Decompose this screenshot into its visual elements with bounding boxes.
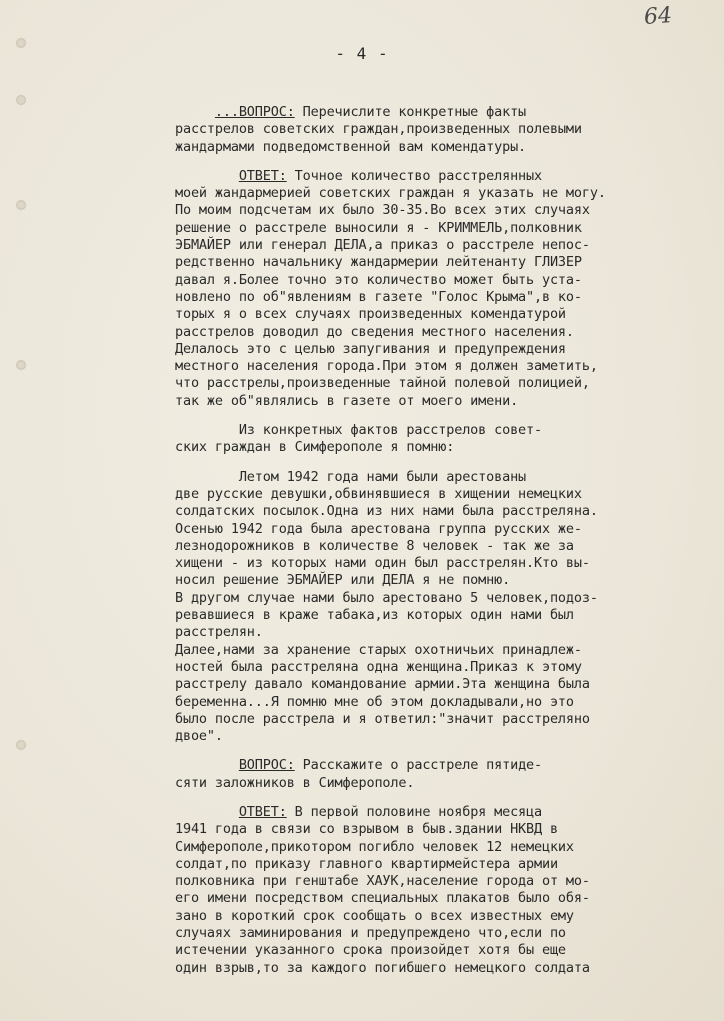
text-line (175, 607, 715, 624)
line-text: двое". (175, 728, 223, 745)
line-text: расстрелов советских граждан,произведенных полевыми (175, 121, 582, 138)
text-line (175, 590, 715, 607)
paragraph (175, 168, 715, 410)
text-line (175, 821, 715, 838)
text-line (175, 393, 715, 410)
binder-hole (16, 360, 26, 370)
text-line (175, 538, 715, 555)
document-body (175, 104, 715, 989)
paragraph (175, 804, 715, 977)
text-line (175, 694, 715, 711)
text-line (175, 676, 715, 693)
question-answer-label: ОТВЕТ: (238, 167, 287, 184)
line-text: зано в короткий срок сообщать о всех известных ему (175, 907, 574, 924)
text-line (175, 804, 715, 821)
line-text: Осенью 1942 года была арестована группа русских же- (175, 520, 582, 537)
line-text: солдатских посылок.Одна из них нами была расстреляна. (175, 503, 598, 520)
text-line (175, 728, 715, 745)
text-line (175, 254, 715, 271)
text-line (175, 942, 715, 959)
line-text: случаях заминирования и предупреждено что,если по (175, 925, 566, 942)
line-text: давал я.Более точно это количество может быть уста- (175, 271, 582, 288)
line-text: две русские девушки,обвинявшиеся в хищении немецких (175, 485, 582, 502)
line-text: жандармами подведомственной вам комендатуры. (175, 138, 527, 155)
question-answer-label: ВОПРОС: (238, 757, 295, 774)
line-text: истечении указанного срока произойдет хотя бы еще (175, 942, 566, 959)
text-line (175, 272, 715, 289)
paragraph (175, 104, 715, 156)
text-line (175, 624, 715, 641)
line-text: так же об"являлись в газете от моего имени. (175, 392, 519, 409)
line-text: ЭБМАЙЕР или генерал ДЕЛА,а приказ о расстреле непос- (175, 237, 590, 254)
text-line (175, 908, 715, 925)
text-line (175, 711, 715, 728)
binder-hole (16, 95, 26, 105)
line-text: В другом случае нами было арестовано 5 человек,подоз- (175, 589, 598, 606)
question-answer-label: ОТВЕТ: (238, 803, 287, 820)
line-text: Перечислите конкретные факты (294, 104, 527, 120)
text-line (175, 422, 715, 439)
line-text: полковника при генштабе ХАУК,население города от мо- (175, 873, 590, 890)
line-text: ностей была расстреляна одна женщина.Приказ к этому (175, 658, 582, 675)
text-line (175, 237, 715, 254)
text-line (175, 839, 715, 856)
text-line (175, 890, 715, 907)
page-number: - 4 - (335, 44, 389, 63)
text-line (175, 168, 715, 185)
text-line (175, 185, 715, 202)
line-text: расстрелу давало командование армии.Эта женщина была (175, 676, 590, 693)
line-text: Из конкретных фактов расстрелов совет- (238, 422, 542, 439)
line-text: местного населения города.При этом я должен заметить, (175, 358, 598, 375)
line-text: Делалось это с целью запугивания и предупреждения (175, 340, 566, 357)
text-line (175, 486, 715, 503)
line-text: солдат,по приказу главного квартирмейстера армии (175, 855, 558, 872)
text-line (175, 439, 715, 456)
question-answer-label: ...ВОПРОС: (214, 104, 295, 120)
line-text: расстрелян. (175, 624, 263, 641)
line-text: лезнодорожников в количестве 8 человек - так же за (175, 537, 574, 554)
line-text: Летом 1942 года нами были арестованы (238, 468, 527, 485)
line-text: Расскажите о расстреле пятиде- (294, 757, 542, 774)
text-line (175, 375, 715, 392)
text-line (175, 121, 715, 138)
line-text: один взрыв,то за каждого погибшего немецкого солдата (175, 959, 590, 976)
line-text: расстрелов доводил до сведения местного населения. (175, 323, 574, 340)
text-line (175, 960, 715, 977)
line-text: хищени - из которых нами один был расстрелян.Кто вы- (175, 555, 590, 572)
text-line (175, 757, 715, 774)
line-text: беременна...Я помню мне об этом докладывали,но это (175, 693, 574, 710)
line-text: редственно начальнику жандармерии лейтенанту ГЛИЗЕР (175, 254, 582, 271)
text-line (175, 659, 715, 676)
line-text: моей жандармерией советских граждан я указать не могу. (175, 185, 606, 202)
line-text: его имени посредством специальных плакатов было обя- (175, 890, 590, 907)
line-text: Далее,нами за хранение старых охотничьих принадлеж- (175, 641, 582, 658)
text-line (175, 289, 715, 306)
text-line (175, 925, 715, 942)
archive-page-number: 64 (643, 3, 673, 30)
line-text: Точное количество расстрелянных (286, 167, 542, 184)
line-text: новлено по об"явлениям в газете "Голос Крыма",в ко- (175, 288, 582, 305)
paragraph (175, 469, 715, 746)
binder-hole (16, 200, 26, 210)
binder-hole (16, 740, 26, 750)
text-line (175, 341, 715, 358)
line-text: По моим подсчетам их было 30-35.Во всех этих случаях (175, 202, 590, 219)
paragraph (175, 757, 715, 792)
text-line (175, 775, 715, 792)
line-text: носил решение ЭБМАЙЕР или ДЕЛА я не помню. (175, 572, 511, 589)
line-text: решение о расстреле выносили я - КРИММЕЛЬ,полковник (175, 219, 582, 236)
line-text: 1941 года в связи со взрывом в быв.здании НКВД в (175, 821, 558, 838)
text-line (175, 104, 715, 121)
text-line (175, 572, 715, 589)
line-text: торых я о всех случаях произведенных комендатурой (175, 306, 566, 323)
text-line (175, 306, 715, 323)
text-line (175, 220, 715, 237)
text-line (175, 469, 715, 486)
text-line (175, 873, 715, 890)
line-text: ских граждан в Симферополе я помню: (175, 439, 455, 456)
text-line (175, 642, 715, 659)
text-line (175, 358, 715, 375)
text-line (175, 503, 715, 520)
text-line (175, 555, 715, 572)
line-text: было после расстрела и я ответил:"значит расстреляно (175, 710, 590, 727)
text-line (175, 202, 715, 219)
text-line (175, 139, 715, 156)
text-line (175, 324, 715, 341)
text-line (175, 856, 715, 873)
paragraph (175, 422, 715, 457)
text-line (175, 521, 715, 538)
line-text: Симферополе,прикотором погибло человек 12 немецких (175, 838, 574, 855)
line-text: сяти заложников в Симферополе. (175, 774, 415, 791)
line-text: В первой половине ноября месяца (286, 803, 542, 820)
line-text: что расстрелы,произведенные тайной полевой полицией, (175, 375, 590, 392)
line-text: ревавшиеся в краже табака,из которых один нами был (175, 607, 574, 624)
